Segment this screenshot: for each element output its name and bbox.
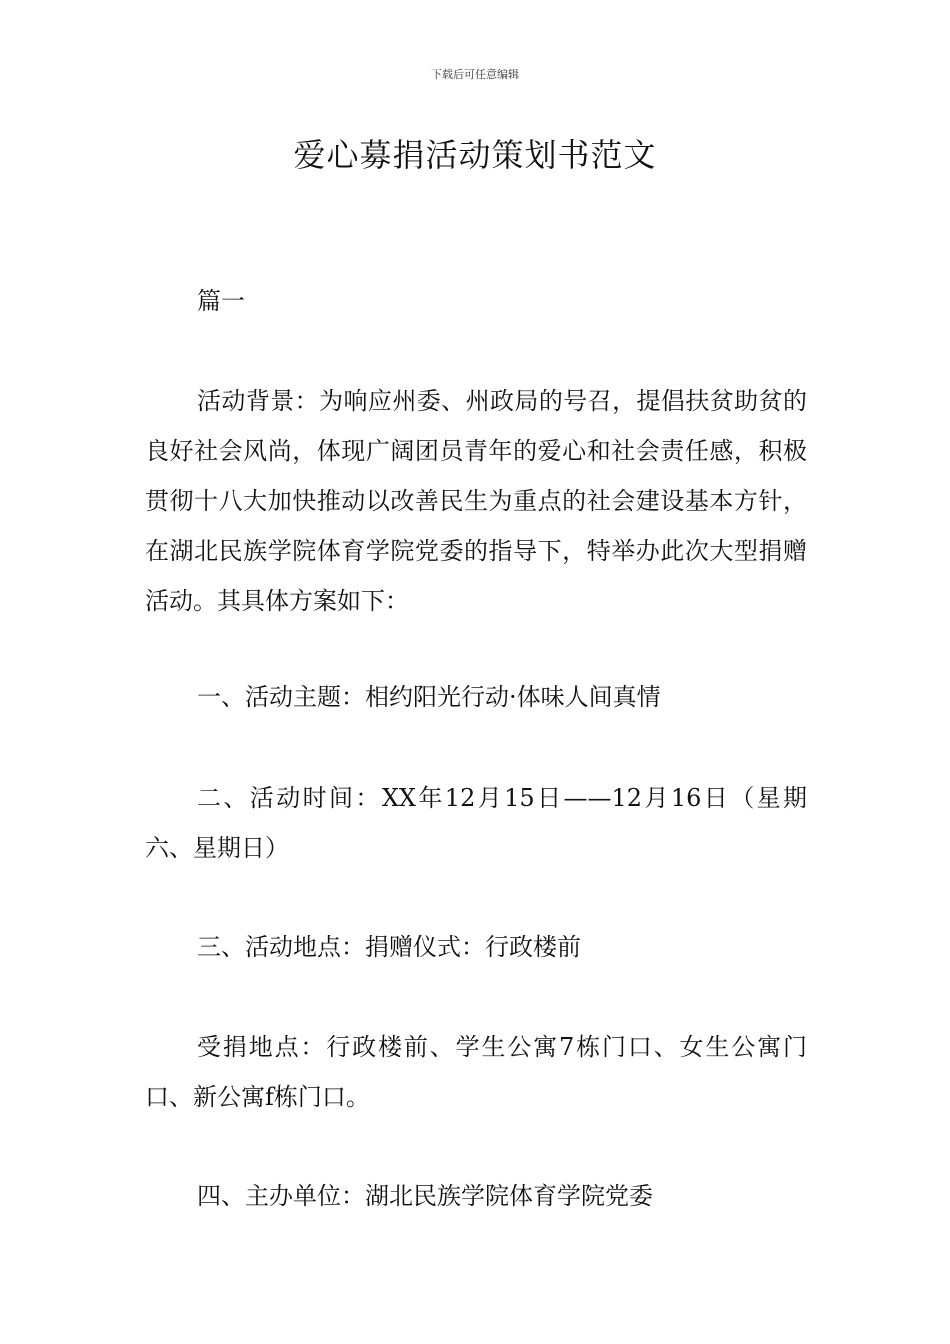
place-paragraph: 三、活动地点：捐赠仪式：行政楼前 — [197, 933, 581, 961]
theme-paragraph: 一、活动主题：相约阳光行动·体味人间真情 — [197, 683, 661, 711]
header-note: 下载后可任意编辑 — [431, 68, 519, 81]
background-paragraph: 活动背景：为响应州委、州政局的号召，提倡扶贫助贫的良好社会风尚，体现广阔团员青年的爱心和社会责任感，积极贯彻十八大加快推动以改善民生为重点的社会建设基本方针，在湖北民族学院体育学院党委的指导下，特举办此次大型捐赠活动。其具体方案如下： — [145, 387, 807, 615]
part-heading: 篇一 — [197, 287, 245, 315]
document-title: 爱心募捐活动策划书范文 — [293, 136, 657, 174]
donation-points-paragraph: 受捐地点：行政楼前、学生公寓7栋门口、女生公寓门口、新公寓f栋门口。 — [145, 1033, 807, 1111]
time-paragraph: 二、活动时间：XX年12月15日——12月16日（星期六、星期日） — [145, 784, 807, 862]
organizer-paragraph: 四、主办单位：湖北民族学院体育学院党委 — [197, 1182, 653, 1210]
